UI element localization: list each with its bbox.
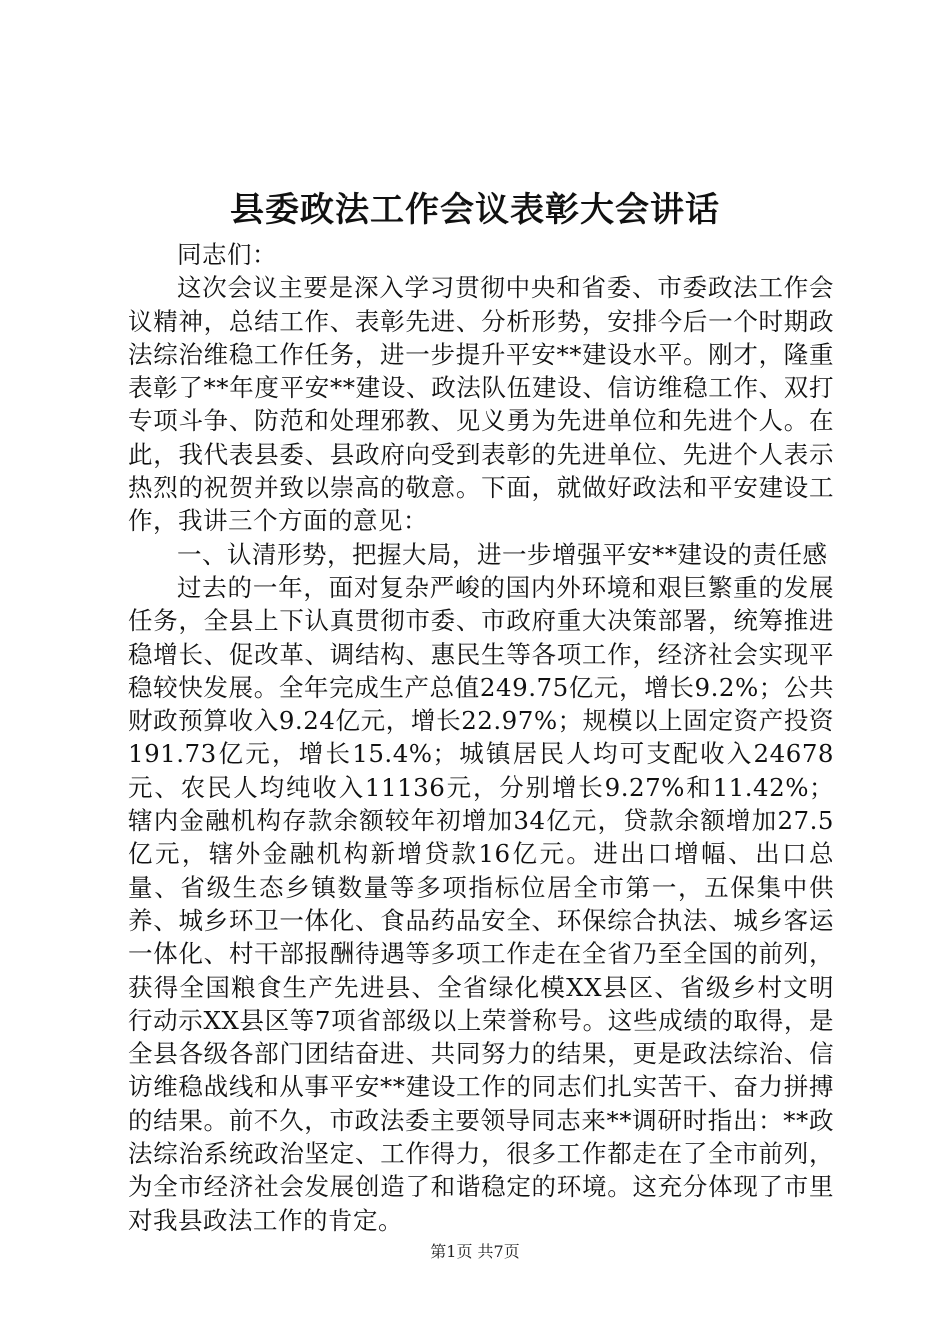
salutation: 同志们：: [177, 240, 277, 269]
document-title: 县委政法工作会议表彰大会讲话: [230, 190, 720, 230]
page-footer: 第1页 共7页: [430, 1242, 520, 1261]
paragraph-intro: 这次会议主要是深入学习贯彻中央和省委、市委政法工作会议精神，总结工作、表彰先进、分析形势，安排今后一个时期政法综治维稳工作任务，进一步提升平安**建设水平。刚才，隆重表彰了**年度平安**建设、政法队伍建设、信访维稳工作、双打专项斗争、防范和处理邪教、见义勇为先进单位和先进个人。在此，我代表县委、县政府向受到表彰的先进单位、先进个人表示热烈的祝贺并致以崇高的敬意。下面，就做好政法和平安建设工作，我讲三个方面的意见：: [128, 273, 834, 536]
document-body: [128, 238, 834, 1237]
section-heading-1: 一、认清形势，把握大局，进一步增强平安**建设的责任感: [177, 539, 828, 569]
paragraph-achievements: 过去的一年，面对复杂严峻的国内外环境和艰巨繁重的发展任务，全县上下认真贯彻市委、市政府重大决策部署，统筹推进稳增长、促改革、调结构、惠民生等各项工作，经济社会实现平稳较快发展。全年完成生产总值249.75亿元，增长9.2%；公共财政预算收入9.24亿元，增长22.97%；规模以上固定资产投资191.73亿元，增长15.4%；城镇居民人均可支配收入24678元、农民人均纯收入11136元，分别增长9.27%和11.42%；辖内金融机构存款余额较年初增加34亿元，贷款余额增加27.5亿元，辖外金融机构新增贷款16亿元。进出口增幅、出口总量、省级生态乡镇数量等多项指标位居全市第一，五保集中供养、城乡环卫一体化、食品药品安全、环保综合执法、城乡客运一体化、村干部报酬待遇等多项工作走在全省乃至全国的前列，获得全国粮食生产先进县、全省绿化模XX县区、省级乡村文明行动示XX县区等7项省部级以上荣誉称号。这些成绩的取得，是全县各级各部门团结奋进、共同努力的结果，更是政法综治、信访维稳战线和从事平安**建设工作的同志们扎实苦干、奋力拼搏的结果。前不久，市政法委主要领导同志来**调研时指出：**政法综治系统政治坚定、工作得力，很多工作都走在了全市前列，为全市经济社会发展创造了和谐稳定的环境。这充分体现了市里对我县政法工作的肯定。: [128, 572, 834, 1235]
